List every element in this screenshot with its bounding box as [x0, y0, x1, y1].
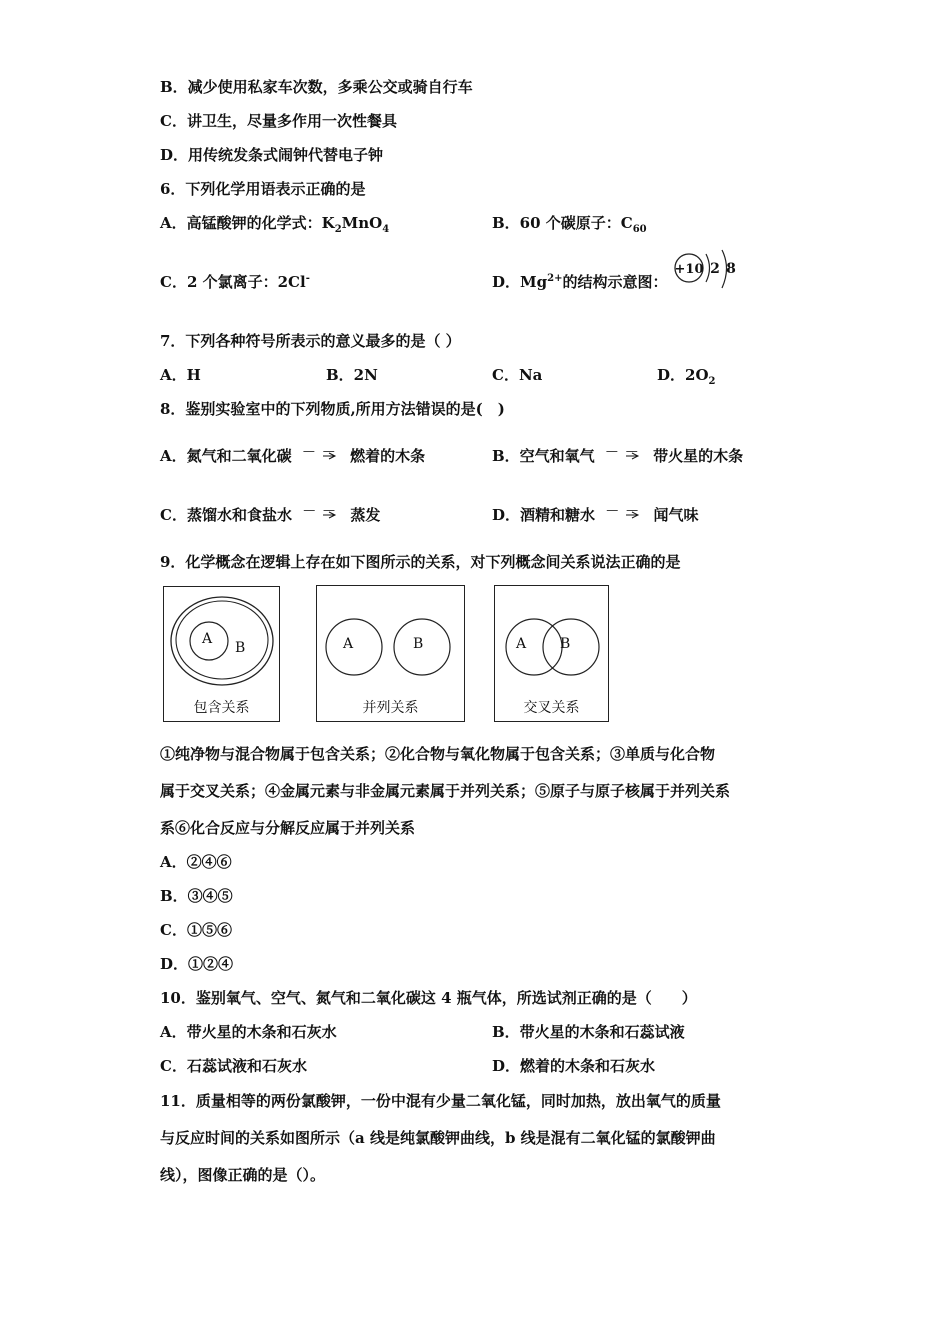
- q11-stem-line-2: 与反应时间的关系如图所示（a 线是纯氯酸钾曲线，b 线是混有二氧化锰的氯酸钾曲: [160, 1129, 716, 1147]
- q9-stem: 9．化学概念在逻辑上存在如下图所示的关系，对下列概念间关系说法正确的是: [160, 553, 681, 571]
- venn-intersection-diagram: [494, 585, 609, 722]
- q7-option-c: C．Na: [492, 366, 543, 384]
- q8-stem: 8．鉴别实验室中的下列物质,所用方法错误的是( ): [160, 400, 505, 418]
- diagram-caption: 交叉关系: [523, 700, 580, 716]
- reaction-arrow-icon: — —: [302, 444, 337, 458]
- q8-option-b: B．空气和氧气 — — 带火星的木条: [492, 444, 744, 465]
- q8-option-c: C．蒸馏水和食盐水 — — 蒸发: [160, 503, 381, 524]
- q7-option-a: A．H: [160, 366, 201, 384]
- q10-stem: 10．鉴别氧气、空气、氮气和二氧化碳这 4 瓶气体，所选试剂正确的是（ ）: [160, 989, 697, 1007]
- q7-option-d: D．$2O_2$: [657, 366, 716, 387]
- set-b-label: B: [235, 640, 246, 656]
- q10-option-d: D．燃着的木条和石灰水: [492, 1057, 656, 1075]
- q9-statement-line-2: 属于交叉关系；④金属元素与非金属元素属于并列关系；⑤原子与原子核属于并列关系: [160, 782, 731, 800]
- q9-option-c: C．①⑤⑥: [160, 921, 232, 939]
- q10-option-a: A．带火星的木条和石灰水: [160, 1023, 337, 1041]
- q9-option-b: B．③④⑤: [160, 887, 233, 905]
- q9-option-d: D．①②④: [160, 955, 234, 973]
- shell-2-electrons: 8: [726, 261, 736, 277]
- diagram-caption: 并列关系: [362, 700, 419, 716]
- q8-option-d: D．酒精和糖水 — — 闻气味: [492, 503, 699, 524]
- q6-stem: 6．下列化学用语表示正确的是: [160, 180, 366, 198]
- q6-option-a: A．高锰酸钾的化学式：$K_2MnO_4$: [160, 214, 390, 235]
- reaction-arrow-icon: — —: [606, 503, 641, 517]
- nucleus-charge: +10: [674, 262, 704, 277]
- q10-option-c: C．石蕊试液和石灰水: [160, 1057, 307, 1075]
- q9-statement-line-3: 系⑥化合反应与分解反应属于并列关系: [160, 819, 416, 837]
- q6-option-d: D．$Mg^{2+}$的结构示意图：: [492, 273, 668, 291]
- mg-ion-structure-diagram: [672, 246, 742, 296]
- venn-parallel-diagram: [316, 585, 465, 722]
- q7-option-b: B．2N: [326, 366, 378, 384]
- q5-option-b: B．减少使用私家车次数，多乘公交或骑自行车: [160, 78, 473, 96]
- q9-statement-line-1: ①纯净物与混合物属于包含关系；②化合物与氧化物属于包含关系；③单质与化合物: [160, 745, 716, 763]
- reaction-arrow-icon: — —: [303, 503, 338, 517]
- q7-stem: 7．下列各种符号所表示的意义最多的是（ ）: [160, 332, 461, 350]
- q6-option-b: B．60 个碳原子：$C_{60}$: [492, 214, 647, 235]
- q6-option-c: C．2 个氯离子：2Cl-: [160, 273, 310, 291]
- set-b-label: B: [413, 636, 424, 652]
- venn-inclusion-diagram: [163, 586, 280, 722]
- reaction-arrow-icon: — —: [605, 444, 640, 458]
- set-b-label: B: [560, 636, 571, 652]
- q11-stem-line-3: 线），图像正确的是（）。: [160, 1166, 326, 1184]
- q9-option-a: A．②④⑥: [160, 853, 232, 871]
- set-a-label: A: [343, 636, 354, 652]
- diagram-caption: 包含关系: [193, 700, 250, 716]
- q5-option-d: D．用传统发条式闹钟代替电子钟: [160, 146, 384, 164]
- q10-option-b: B．带火星的木条和石蕊试液: [492, 1023, 685, 1041]
- q11-stem-line-1: 11．质量相等的两份氯酸钾，一份中混有少量二氧化锰，同时加热，放出氧气的质量: [160, 1092, 721, 1110]
- q8-option-a: A．氮气和二氧化碳 — — 燃着的木条: [160, 444, 426, 465]
- shell-1-electrons: 2: [710, 261, 720, 277]
- q5-option-c: C．讲卫生，尽量多作用一次性餐具: [160, 112, 397, 130]
- set-a-label: A: [202, 631, 213, 647]
- set-a-label: A: [516, 636, 527, 652]
